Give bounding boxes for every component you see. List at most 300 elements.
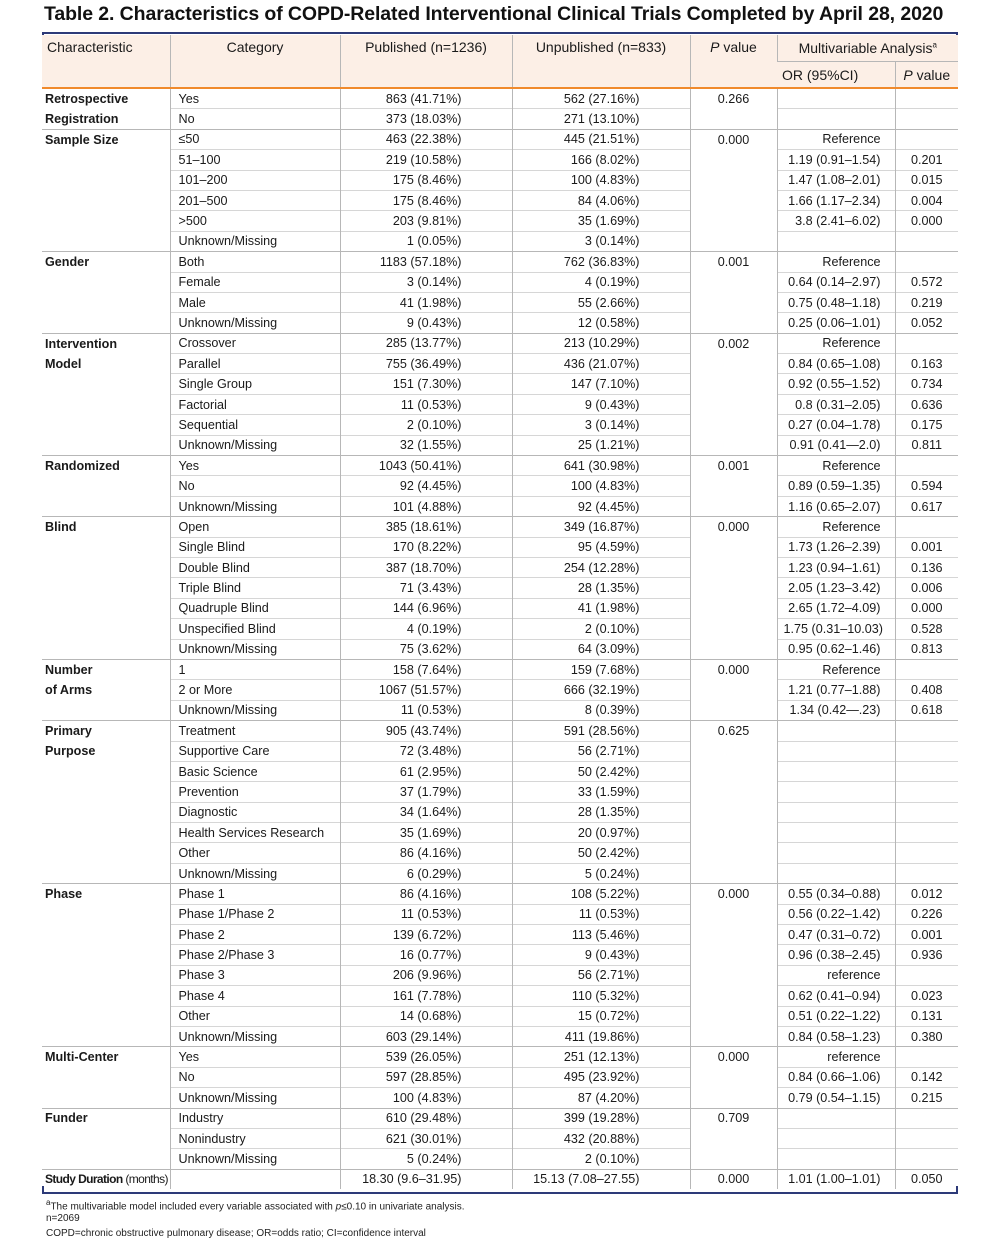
row-category: Nonindustry — [170, 1128, 340, 1148]
row-category: Unspecified Blind — [170, 619, 340, 639]
row-or-ci: 1.01 (1.00–1.01) — [777, 1169, 895, 1189]
row-unpublished: 25 (1.21%) — [512, 435, 690, 455]
row-mv-p-value: 0.811 — [895, 435, 958, 455]
row-published: 16 (0.77%) — [340, 945, 512, 965]
row-unpublished: 445 (21.51%) — [512, 129, 690, 149]
table-row — [42, 211, 958, 231]
row-published: 86 (4.16%) — [340, 843, 512, 863]
table-row — [42, 721, 958, 741]
row-p-value — [690, 150, 777, 170]
row-unpublished: 159 (7.68%) — [512, 659, 690, 679]
row-or-ci: 1.21 (0.77–1.88) — [777, 680, 895, 700]
row-unpublished: 110 (5.32%) — [512, 986, 690, 1006]
row-unpublished: 3 (0.14%) — [512, 231, 690, 251]
row-published: 9 (0.43%) — [340, 313, 512, 333]
row-unpublished: 9 (0.43%) — [512, 394, 690, 414]
row-characteristic — [42, 619, 170, 639]
row-or-ci: 0.27 (0.04–1.78) — [777, 415, 895, 435]
header-p-italic: P — [710, 39, 720, 55]
row-unpublished: 28 (1.35%) — [512, 578, 690, 598]
row-mv-p-value — [895, 517, 958, 537]
header-multivariable-sup: a — [932, 40, 937, 50]
row-mv-p-value: 0.052 — [895, 313, 958, 333]
row-category: 51–100 — [170, 150, 340, 170]
row-mv-p-value — [895, 761, 958, 781]
row-published: 175 (8.46%) — [340, 190, 512, 210]
table-row — [42, 741, 958, 761]
bottom-right-tick — [956, 1186, 958, 1192]
row-mv-p-value: 0.163 — [895, 354, 958, 374]
row-unpublished: 15 (0.72%) — [512, 1006, 690, 1026]
row-mv-p-value — [895, 1128, 958, 1148]
row-category: ≤50 — [170, 129, 340, 149]
row-characteristic: Randomized — [42, 456, 170, 476]
header-p-value — [690, 35, 777, 88]
row-p-value: 0.002 — [690, 333, 777, 353]
row-p-value — [690, 986, 777, 1006]
row-unpublished: 113 (5.46%) — [512, 925, 690, 945]
row-unpublished: 20 (0.97%) — [512, 823, 690, 843]
row-unpublished: 84 (4.06%) — [512, 190, 690, 210]
row-category: 1 — [170, 659, 340, 679]
row-unpublished: 41 (1.98%) — [512, 598, 690, 618]
row-mv-p-value — [895, 965, 958, 985]
row-published: 2 (0.10%) — [340, 415, 512, 435]
footnote-n: n=2069 — [46, 1213, 80, 1224]
row-category: Phase 2/Phase 3 — [170, 945, 340, 965]
row-p-value — [690, 965, 777, 985]
row-p-value: 0.000 — [690, 1047, 777, 1067]
characteristics-table — [42, 35, 958, 1189]
row-mv-p-value: 0.175 — [895, 415, 958, 435]
row-unpublished: 3 (0.14%) — [512, 415, 690, 435]
row-published: 175 (8.46%) — [340, 170, 512, 190]
row-or-ci: 2.05 (1.23–3.42) — [777, 578, 895, 598]
row-category: Health Services Research — [170, 823, 340, 843]
row-characteristic — [42, 1169, 170, 1189]
row-unpublished: 33 (1.59%) — [512, 782, 690, 802]
table-row — [42, 109, 958, 129]
row-mv-p-value: 0.136 — [895, 557, 958, 577]
row-published: 1067 (51.57%) — [340, 680, 512, 700]
row-characteristic: Retrospective — [42, 88, 170, 109]
row-characteristic — [42, 965, 170, 985]
row-or-ci — [777, 782, 895, 802]
row-published: 6 (0.29%) — [340, 863, 512, 883]
row-unpublished: 12 (0.58%) — [512, 313, 690, 333]
row-category: Basic Science — [170, 761, 340, 781]
row-or-ci: Reference — [777, 129, 895, 149]
row-or-ci — [777, 863, 895, 883]
row-or-ci: 1.23 (0.94–1.61) — [777, 557, 895, 577]
row-published: 387 (18.70%) — [340, 557, 512, 577]
row-category: Double Blind — [170, 557, 340, 577]
row-published: 161 (7.78%) — [340, 986, 512, 1006]
row-unpublished: 2 (0.10%) — [512, 1149, 690, 1169]
table-row — [42, 925, 958, 945]
row-category: Other — [170, 1006, 340, 1026]
row-mv-p-value — [895, 823, 958, 843]
row-category: Treatment — [170, 721, 340, 741]
row-or-ci: 1.19 (0.91–1.54) — [777, 150, 895, 170]
table-row — [42, 170, 958, 190]
table-row — [42, 843, 958, 863]
row-published: 158 (7.64%) — [340, 659, 512, 679]
row-or-ci: 0.92 (0.55–1.52) — [777, 374, 895, 394]
row-characteristic — [42, 170, 170, 190]
header-category: Category — [170, 35, 340, 88]
row-category: Phase 1 — [170, 884, 340, 904]
row-characteristic — [42, 211, 170, 231]
row-characteristic: Model — [45, 356, 82, 371]
footnote-a — [46, 1198, 465, 1212]
row-characteristic — [42, 272, 170, 292]
row-mv-p-value: 0.813 — [895, 639, 958, 659]
row-mv-p-value — [895, 333, 958, 353]
row-category: Unknown/Missing — [170, 435, 340, 455]
row-or-ci: Reference — [777, 517, 895, 537]
row-p-value — [690, 1067, 777, 1087]
row-mv-p-value: 0.408 — [895, 680, 958, 700]
row-published: 905 (43.74%) — [340, 721, 512, 741]
row-or-ci: Reference — [777, 659, 895, 679]
row-category: Parallel — [170, 354, 340, 374]
row-unpublished: 762 (36.83%) — [512, 252, 690, 272]
row-characteristic: Blind — [42, 517, 170, 537]
row-published: 139 (6.72%) — [340, 925, 512, 945]
row-p-value — [690, 496, 777, 516]
row-mv-p-value: 0.380 — [895, 1026, 958, 1046]
row-unpublished: 15.13 (7.08–27.55) — [512, 1169, 690, 1189]
row-p-value — [690, 945, 777, 965]
row-characteristic — [42, 598, 170, 618]
table-row — [42, 272, 958, 292]
row-p-value — [690, 313, 777, 333]
header-unpublished: Unpublished (n=833) — [512, 35, 690, 88]
table-row — [42, 945, 958, 965]
row-published: 151 (7.30%) — [340, 374, 512, 394]
row-mv-p-value: 0.004 — [895, 190, 958, 210]
row-p-value: 0.709 — [690, 1108, 777, 1128]
row-p-value: 0.001 — [690, 252, 777, 272]
table-row — [42, 435, 958, 455]
row-mv-p-value: 0.617 — [895, 496, 958, 516]
row-or-ci — [777, 1108, 895, 1128]
row-p-value — [690, 557, 777, 577]
row-or-ci — [777, 843, 895, 863]
row-category: 101–200 — [170, 170, 340, 190]
table-row — [42, 1128, 958, 1148]
row-unpublished: 8 (0.39%) — [512, 700, 690, 720]
row-or-ci: reference — [777, 1047, 895, 1067]
row-p-value — [690, 680, 777, 700]
row-or-ci: 0.51 (0.22–1.22) — [777, 1006, 895, 1026]
row-or-ci: 1.34 (0.42—.23) — [777, 700, 895, 720]
row-p-value — [690, 1006, 777, 1026]
row-category: Unknown/Missing — [170, 313, 340, 333]
table-row — [42, 1047, 958, 1067]
header-multivariable — [777, 35, 958, 62]
row-unpublished: 55 (2.66%) — [512, 292, 690, 312]
row-mv-p-value: 0.219 — [895, 292, 958, 312]
row-unpublished: 349 (16.87%) — [512, 517, 690, 537]
row-mv-p-value — [895, 109, 958, 129]
row-unpublished: 35 (1.69%) — [512, 211, 690, 231]
row-characteristic: Intervention — [42, 333, 170, 353]
row-characteristic — [42, 823, 170, 843]
row-mv-p-value — [895, 659, 958, 679]
row-characteristic: Sample Size — [42, 129, 170, 149]
table-row — [42, 150, 958, 170]
row-category: Yes — [170, 456, 340, 476]
row-category: Unknown/Missing — [170, 496, 340, 516]
row-category: Phase 3 — [170, 965, 340, 985]
row-characteristic — [42, 150, 170, 170]
bottom-rule — [42, 1192, 958, 1194]
row-characteristic: Multi-Center — [42, 1047, 170, 1067]
row-published: 863 (41.71%) — [340, 88, 512, 109]
row-unpublished: 641 (30.98%) — [512, 456, 690, 476]
table-row — [42, 252, 958, 272]
row-or-ci: 1.75 (0.31–10.03) — [777, 619, 895, 639]
table-row — [42, 680, 958, 700]
row-characteristic — [42, 557, 170, 577]
table-row — [42, 1067, 958, 1087]
row-category — [170, 1169, 340, 1189]
row-p-value — [690, 761, 777, 781]
row-published: 41 (1.98%) — [340, 292, 512, 312]
row-mv-p-value: 0.618 — [895, 700, 958, 720]
table-row — [42, 313, 958, 333]
table-row — [42, 1108, 958, 1128]
row-characteristic — [42, 782, 170, 802]
row-characteristic — [42, 190, 170, 210]
header-characteristic: Characteristic — [42, 35, 170, 88]
table-row — [42, 1149, 958, 1169]
row-p-value — [690, 292, 777, 312]
row-published: 1 (0.05%) — [340, 231, 512, 251]
row-category: Industry — [170, 1108, 340, 1128]
row-category: Single Blind — [170, 537, 340, 557]
row-mv-p-value: 0.215 — [895, 1088, 958, 1108]
row-characteristic: of Arms — [45, 683, 93, 698]
footnote-a-pvar: p — [335, 1201, 342, 1213]
row-category: Factorial — [170, 394, 340, 414]
row-or-ci — [777, 721, 895, 741]
row-characteristic — [42, 1149, 170, 1169]
row-or-ci: Reference — [777, 456, 895, 476]
row-unpublished: 166 (8.02%) — [512, 150, 690, 170]
row-mv-p-value: 0.142 — [895, 1067, 958, 1087]
table-header — [42, 35, 958, 88]
row-or-ci: Reference — [777, 333, 895, 353]
row-category: Prevention — [170, 782, 340, 802]
row-characteristic — [42, 863, 170, 883]
row-or-ci: 1.16 (0.65–2.07) — [777, 496, 895, 516]
row-or-ci: 2.65 (1.72–4.09) — [777, 598, 895, 618]
row-characteristic — [42, 374, 170, 394]
row-p-value — [690, 619, 777, 639]
table-row — [42, 517, 958, 537]
row-or-ci — [777, 741, 895, 761]
row-characteristic: Number — [42, 659, 170, 679]
row-characteristic — [42, 476, 170, 496]
row-mv-p-value: 0.000 — [895, 598, 958, 618]
table-row — [42, 557, 958, 577]
table-row — [42, 761, 958, 781]
header-p-rest: value — [719, 39, 757, 55]
table-row — [42, 578, 958, 598]
table-row — [42, 129, 958, 149]
row-characteristic — [42, 700, 170, 720]
row-or-ci: 1.66 (1.17–2.34) — [777, 190, 895, 210]
row-or-ci: Reference — [777, 252, 895, 272]
row-published: 285 (13.77%) — [340, 333, 512, 353]
row-characteristic — [42, 761, 170, 781]
row-p-value — [690, 700, 777, 720]
row-p-value: 0.625 — [690, 721, 777, 741]
row-published: 463 (22.38%) — [340, 129, 512, 149]
row-published: 18.30 (9.6–31.95) — [340, 1169, 512, 1189]
table-row — [42, 394, 958, 414]
row-published: 755 (36.49%) — [340, 354, 512, 374]
table-row — [42, 659, 958, 679]
row-published: 203 (9.81%) — [340, 211, 512, 231]
row-or-ci: 1.47 (1.08–2.01) — [777, 170, 895, 190]
row-p-value — [690, 211, 777, 231]
row-p-value — [690, 537, 777, 557]
row-characteristic-label: Study Duration — [45, 1172, 123, 1187]
row-or-ci: 0.91 (0.41—2.0) — [777, 435, 895, 455]
row-category: Male — [170, 292, 340, 312]
bottom-left-tick — [42, 1186, 44, 1192]
row-unpublished: 271 (13.10%) — [512, 109, 690, 129]
row-published: 170 (8.22%) — [340, 537, 512, 557]
table-row — [42, 415, 958, 435]
row-characteristic-suffix: (months) — [122, 1172, 168, 1187]
row-characteristic — [42, 945, 170, 965]
row-mv-p-value — [895, 88, 958, 109]
table-row — [42, 476, 958, 496]
row-characteristic — [42, 231, 170, 251]
row-p-value — [690, 782, 777, 802]
row-characteristic — [42, 1128, 170, 1148]
row-characteristic — [42, 578, 170, 598]
table-row — [42, 88, 958, 109]
row-unpublished: 5 (0.24%) — [512, 863, 690, 883]
row-or-ci: 0.55 (0.34–0.88) — [777, 884, 895, 904]
row-mv-p-value: 0.015 — [895, 170, 958, 190]
row-characteristic — [42, 1067, 170, 1087]
row-published: 206 (9.96%) — [340, 965, 512, 985]
table-row — [42, 823, 958, 843]
table-row — [42, 1169, 958, 1189]
row-mv-p-value: 0.000 — [895, 211, 958, 231]
row-category: Other — [170, 843, 340, 863]
row-category: Triple Blind — [170, 578, 340, 598]
row-or-ci — [777, 109, 895, 129]
row-category: Open — [170, 517, 340, 537]
row-mv-p-value — [895, 129, 958, 149]
row-characteristic — [42, 904, 170, 924]
row-p-value — [690, 925, 777, 945]
row-p-value: 0.000 — [690, 517, 777, 537]
row-unpublished: 56 (2.71%) — [512, 741, 690, 761]
row-mv-p-value — [895, 843, 958, 863]
table-row — [42, 639, 958, 659]
header-mv-p-italic: P — [903, 66, 913, 83]
row-p-value — [690, 476, 777, 496]
row-or-ci: 0.75 (0.48–1.18) — [777, 292, 895, 312]
row-or-ci: 1.73 (1.26–2.39) — [777, 537, 895, 557]
row-unpublished: 87 (4.20%) — [512, 1088, 690, 1108]
row-or-ci: 0.8 (0.31–2.05) — [777, 394, 895, 414]
row-characteristic — [42, 415, 170, 435]
row-p-value: 0.000 — [690, 1169, 777, 1189]
row-mv-p-value — [895, 252, 958, 272]
row-p-value — [690, 741, 777, 761]
row-mv-p-value: 0.131 — [895, 1006, 958, 1026]
row-p-value — [690, 904, 777, 924]
row-published: 71 (3.43%) — [340, 578, 512, 598]
row-published: 75 (3.62%) — [340, 639, 512, 659]
table-row — [42, 700, 958, 720]
row-unpublished: 251 (12.13%) — [512, 1047, 690, 1067]
row-published: 5 (0.24%) — [340, 1149, 512, 1169]
row-unpublished: 591 (28.56%) — [512, 721, 690, 741]
row-or-ci — [777, 1149, 895, 1169]
row-mv-p-value — [895, 863, 958, 883]
row-unpublished: 4 (0.19%) — [512, 272, 690, 292]
row-mv-p-value — [895, 1108, 958, 1128]
row-published: 37 (1.79%) — [340, 782, 512, 802]
row-category: No — [170, 109, 340, 129]
row-mv-p-value: 0.012 — [895, 884, 958, 904]
row-category: Phase 4 — [170, 986, 340, 1006]
row-published: 100 (4.83%) — [340, 1088, 512, 1108]
row-p-value — [690, 231, 777, 251]
row-or-ci: 0.25 (0.06–1.01) — [777, 313, 895, 333]
table-row — [42, 965, 958, 985]
row-category: Unknown/Missing — [170, 1149, 340, 1169]
row-published: 11 (0.53%) — [340, 904, 512, 924]
row-p-value: 0.001 — [690, 456, 777, 476]
row-characteristic — [42, 313, 170, 333]
row-unpublished: 562 (27.16%) — [512, 88, 690, 109]
table-row — [42, 354, 958, 374]
row-category: Sequential — [170, 415, 340, 435]
row-category: Diagnostic — [170, 802, 340, 822]
row-p-value: 0.000 — [690, 884, 777, 904]
table-row — [42, 333, 958, 353]
row-published: 3 (0.14%) — [340, 272, 512, 292]
row-p-value — [690, 639, 777, 659]
row-characteristic: Purpose — [45, 744, 96, 759]
row-mv-p-value — [895, 1047, 958, 1067]
row-category: Supportive Care — [170, 741, 340, 761]
row-unpublished: 95 (4.59%) — [512, 537, 690, 557]
row-published: 92 (4.45%) — [340, 476, 512, 496]
row-or-ci: 0.62 (0.41–0.94) — [777, 986, 895, 1006]
row-characteristic — [42, 394, 170, 414]
row-or-ci: 0.79 (0.54–1.15) — [777, 1088, 895, 1108]
row-unpublished: 2 (0.10%) — [512, 619, 690, 639]
row-characteristic — [42, 292, 170, 312]
row-published: 539 (26.05%) — [340, 1047, 512, 1067]
row-mv-p-value: 0.936 — [895, 945, 958, 965]
row-unpublished: 213 (10.29%) — [512, 333, 690, 353]
row-or-ci: 0.95 (0.62–1.46) — [777, 639, 895, 659]
